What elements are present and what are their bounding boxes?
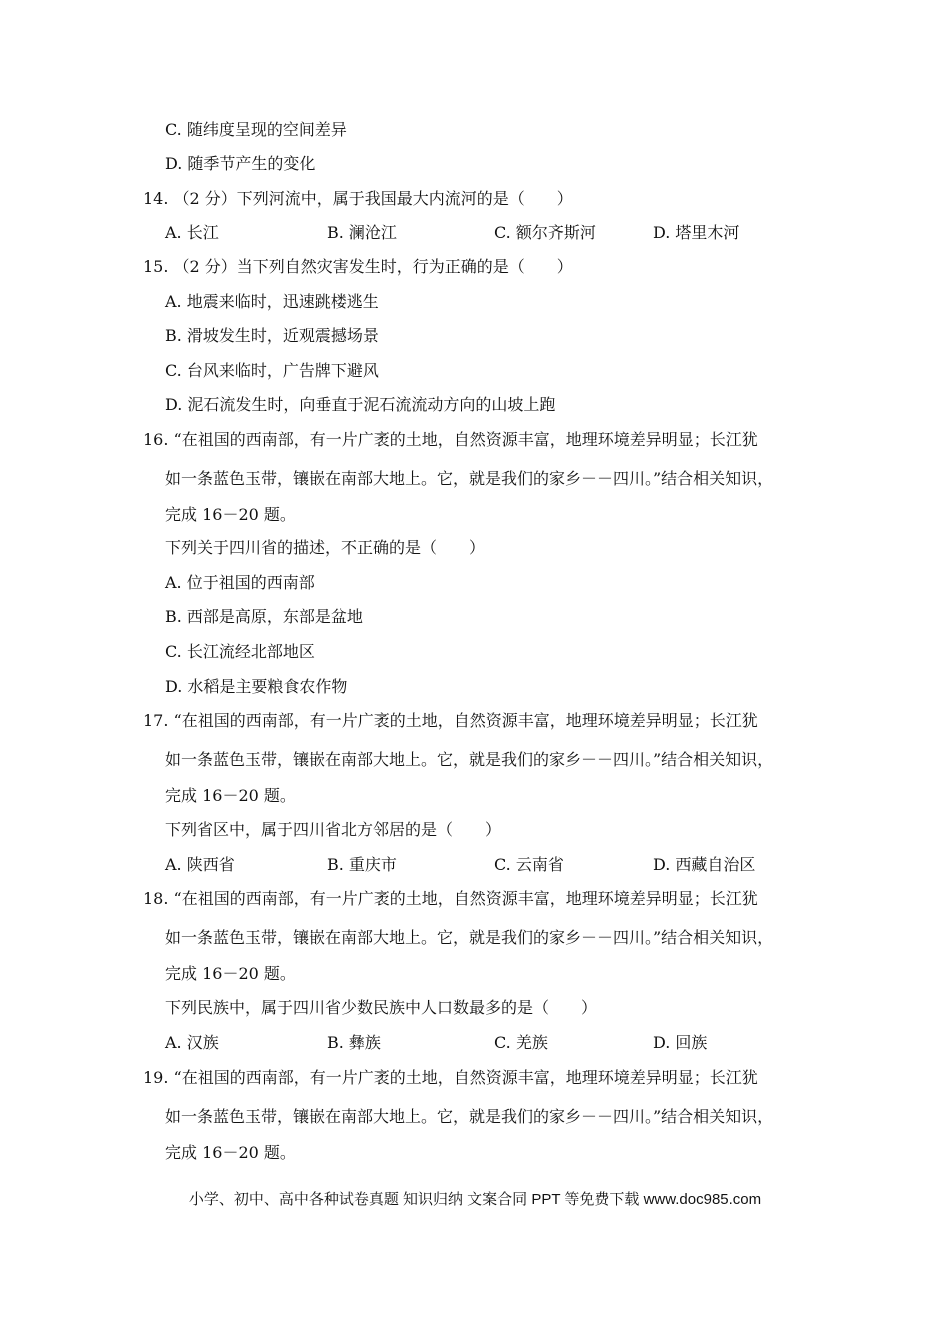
- q13-option-d: D. 随季节产生的变化: [165, 154, 316, 173]
- q18-option-a: A. 汉族: [165, 1033, 219, 1052]
- q15-option-c: C. 台风来临时，广告牌下避风: [165, 361, 379, 380]
- q17-option-a: A. 陕西省: [165, 855, 235, 874]
- q14-option-d: D. 塔里木河: [653, 223, 740, 242]
- q16-stem-line3: 完成 16－20 题。: [165, 505, 296, 524]
- q13-option-c: C. 随纬度呈现的空间差异: [165, 120, 347, 139]
- q14-stem: 14. （2 分）下列河流中，属于我国最大内流河的是（ ）: [143, 189, 573, 208]
- q16-question: 下列关于四川省的描述，不正确的是（ ）: [165, 538, 486, 557]
- q16-option-c: C. 长江流经北部地区: [165, 642, 315, 661]
- q18-stem-line2: 如一条蓝色玉带，镶嵌在南部大地上。它，就是我们的家乡－－四川。”结合相关知识，: [165, 928, 774, 947]
- q19-stem-line1: 19. “在祖国的西南部，有一片广袤的土地，自然资源丰富，地理环境差异明显；长江犹: [143, 1068, 758, 1087]
- q19-stem-line3: 完成 16－20 题。: [165, 1143, 296, 1162]
- q16-option-d: D. 水稻是主要粮食农作物: [165, 677, 348, 696]
- q18-option-b: B. 彝族: [327, 1033, 381, 1052]
- q16-option-b: B. 西部是高原，东部是盆地: [165, 607, 363, 626]
- q18-option-d: D. 回族: [653, 1033, 708, 1052]
- q17-question: 下列省区中，属于四川省北方邻居的是（ ）: [165, 820, 502, 839]
- q17-option-c: C. 云南省: [494, 855, 564, 874]
- q15-stem: 15. （2 分）当下列自然灾害发生时，行为正确的是（ ）: [143, 257, 573, 276]
- q16-stem-line1: 16. “在祖国的西南部，有一片广袤的土地，自然资源丰富，地理环境差异明显；长江犹: [143, 430, 758, 449]
- q15-option-b: B. 滑坡发生时，近观震撼场景: [165, 326, 379, 345]
- q18-stem-line1: 18. “在祖国的西南部，有一片广袤的土地，自然资源丰富，地理环境差异明显；长江犹: [143, 889, 758, 908]
- q17-option-d: D. 西藏自治区: [653, 855, 756, 874]
- q18-option-c: C. 羌族: [494, 1033, 548, 1052]
- q16-stem-line2: 如一条蓝色玉带，镶嵌在南部大地上。它，就是我们的家乡－－四川。”结合相关知识，: [165, 469, 774, 488]
- q18-question: 下列民族中，属于四川省少数民族中人口数最多的是（ ）: [165, 998, 598, 1017]
- q15-option-d: D. 泥石流发生时，向垂直于泥石流流动方向的山坡上跑: [165, 395, 556, 414]
- q17-stem-line1: 17. “在祖国的西南部，有一片广袤的土地，自然资源丰富，地理环境差异明显；长江犹: [143, 711, 758, 730]
- q16-option-a: A. 位于祖国的西南部: [165, 573, 315, 592]
- q14-option-c: C. 额尔齐斯河: [494, 223, 596, 242]
- q15-option-a: A. 地震来临时，迅速跳楼逃生: [165, 292, 379, 311]
- q17-option-b: B. 重庆市: [327, 855, 397, 874]
- page-footer: 小学、初中、高中各种试卷真题 知识归纳 文案合同 PPT 等免费下载 www.doc985.com: [188, 1191, 762, 1208]
- q19-stem-line2: 如一条蓝色玉带，镶嵌在南部大地上。它，就是我们的家乡－－四川。”结合相关知识，: [165, 1107, 774, 1126]
- q17-stem-line3: 完成 16－20 题。: [165, 786, 296, 805]
- q14-option-a: A. 长江: [165, 223, 219, 242]
- q18-stem-line3: 完成 16－20 题。: [165, 964, 296, 983]
- q14-option-b: B. 澜沧江: [327, 223, 397, 242]
- q17-stem-line2: 如一条蓝色玉带，镶嵌在南部大地上。它，就是我们的家乡－－四川。”结合相关知识，: [165, 750, 774, 769]
